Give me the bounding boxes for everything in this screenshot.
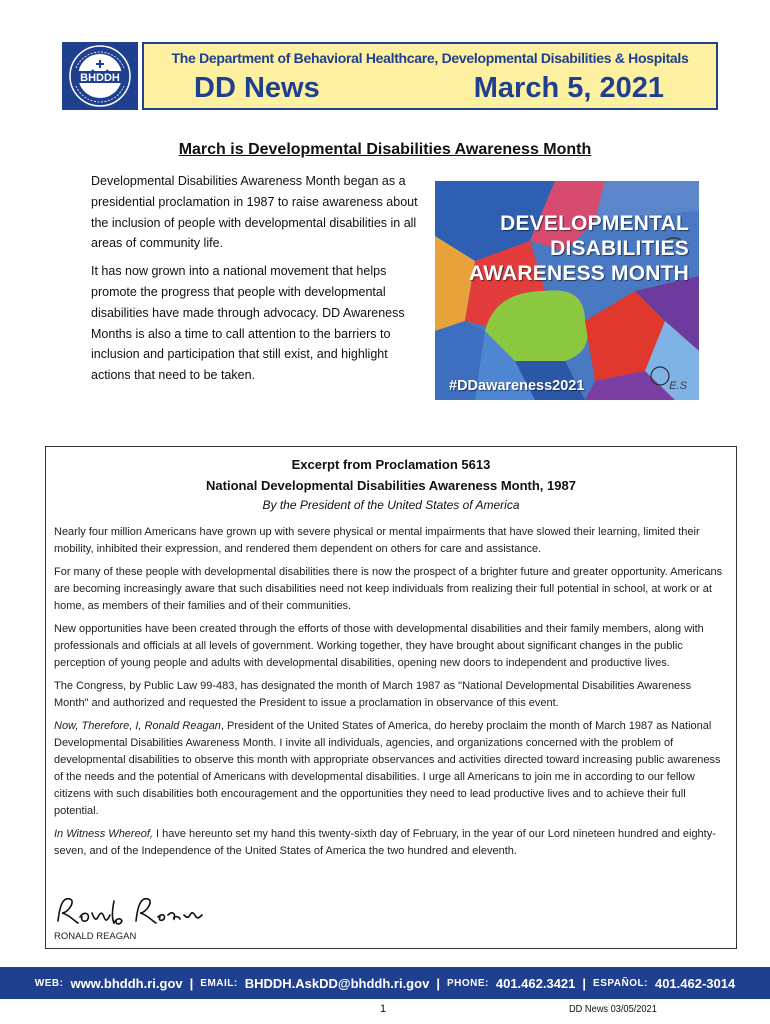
intro-paragraph-1: Developmental Disabilities Awareness Month began as a presidential proclamation in 1987 to raise awareness about the inclusion of people with developmental disabilities in all areas of community life.: [91, 174, 418, 251]
signer-name: RONALD REAGAN: [54, 931, 137, 942]
proclamation-byline: By the President of the United States of America: [262, 498, 520, 512]
page-number: 1: [380, 1003, 387, 1015]
email-label: EMAIL:: [200, 977, 238, 989]
intro-paragraph-2: It has now grown into a national movement that helps promote the progress that people with developmental disabilities have made through advocacy. DD Awareness Months is also a time to call attention to the barriers to inclusion and participation that still exist, and highlight actions that need to be taken.: [91, 264, 405, 383]
awareness-month-poster: [435, 181, 699, 400]
proclamation-paragraph-6-lead: In Witness Whereof,: [54, 828, 153, 840]
poster-title-line-3: AWARENESS MONTH: [468, 262, 689, 285]
proclamation-body: [54, 524, 728, 866]
proclamation-subtitle: National Developmental Disabilities Awareness Month, 1987: [206, 478, 576, 493]
poster-title-line-1: DEVELOPMENTAL: [500, 212, 689, 235]
proclamation-paragraph-6-text: I have hereunto set my hand this twenty-sixth day of February, in the year of our Lord nineteen hundred and eighty-seven, and of the Independence of the United States of America the two hundred and eleventh.: [54, 828, 716, 857]
proclamation-paragraph-2: For many of these people with developmental disabilities there is now the prospect of a brighter future and greater opportunity. Americans are becoming increasingly aware that such disabilities need not keep individuals from realizing their full potential in school, at work or at home, as members of their families and of their communities.: [54, 566, 723, 612]
proclamation-paragraph-1: Nearly four million Americans have grown up with severe physical or mental impairments that have slowed their learning, limited their mobility, inhibited their expression, and rendered them dependent on others for care and assistance.: [54, 526, 700, 555]
newsletter-title: DD News: [194, 72, 320, 104]
issue-date: March 5, 2021: [473, 72, 664, 104]
separator: |: [582, 975, 587, 991]
proclamation-paragraph-6: [54, 826, 728, 860]
proclamation-paragraph-5-text: , President of the United States of America, do hereby proclaim the month of March 1987 as National Developmental Disabilities Awareness Month. I invite all individuals, agencies, and organizations concerned with the problem of developmental disabilities to observe this month with appropriate observances and activities directed toward increasing public awareness of the needs and the potential of Americans with developmental disabilities. I urge all Americans to join me in according to our fellow citizens with such disabilities both encouragement and the opportunities they need to lead productive lives and to achieve their full potential.: [54, 720, 721, 817]
poster-artist-initials: E.S: [669, 380, 687, 392]
contact-footer-bar: [0, 967, 770, 999]
separator: |: [436, 975, 440, 991]
department-name: The Department of Behavioral Healthcare, Developmental Disabilities & Hospitals: [171, 50, 689, 66]
espanol-phone-number[interactable]: 401.462-3014: [654, 975, 736, 991]
separator: |: [189, 975, 194, 991]
email-link[interactable]: BHDDH.AskDD@bhddh.ri.gov: [244, 975, 430, 991]
espanol-label: ESPAÑOL:: [593, 977, 648, 989]
document-code: DD News 03/05/2021: [569, 1003, 657, 1015]
web-label: WEB:: [34, 977, 64, 989]
proclamation-paragraph-5-lead: Now, Therefore, I, Ronald Reagan: [54, 720, 221, 732]
proclamation-title: Excerpt from Proclamation 5613: [291, 457, 491, 472]
proclamation-paragraph-5: [54, 718, 728, 820]
intro-text: [91, 171, 425, 393]
poster-hashtag: #DDawareness2021: [449, 378, 585, 394]
poster-title: [469, 211, 689, 286]
proclamation-excerpt-box: [45, 446, 737, 949]
header-banner: [142, 42, 718, 110]
phone-label: PHONE:: [446, 977, 489, 989]
phone-number[interactable]: 401.462.3421: [495, 975, 576, 991]
bhddh-seal-logo: [62, 42, 138, 110]
article-heading: March is Developmental Disabilities Awareness Month: [178, 141, 592, 158]
poster-title-line-2: DISABILITIES: [550, 237, 689, 260]
proclamation-paragraph-3: New opportunities have been created through the efforts of those with developmental disabilities and their family members, along with professionals and officials at all levels of government. Working together, they have brought about significant changes in the public perception of young people and adults with developmental disabilities, opening new doors to independent and productive lives.: [54, 623, 704, 669]
website-link[interactable]: www.bhddh.ri.gov: [70, 975, 183, 991]
logo-text: BHDDH: [80, 72, 120, 84]
reagan-signature: [54, 893, 204, 929]
proclamation-paragraph-4: The Congress, by Public Law 99-483, has designated the month of March 1987 as "National Developmental Disabilities Awareness Month" and authorized and requested the President to issue a proclamation in observance of this event.: [54, 680, 692, 709]
